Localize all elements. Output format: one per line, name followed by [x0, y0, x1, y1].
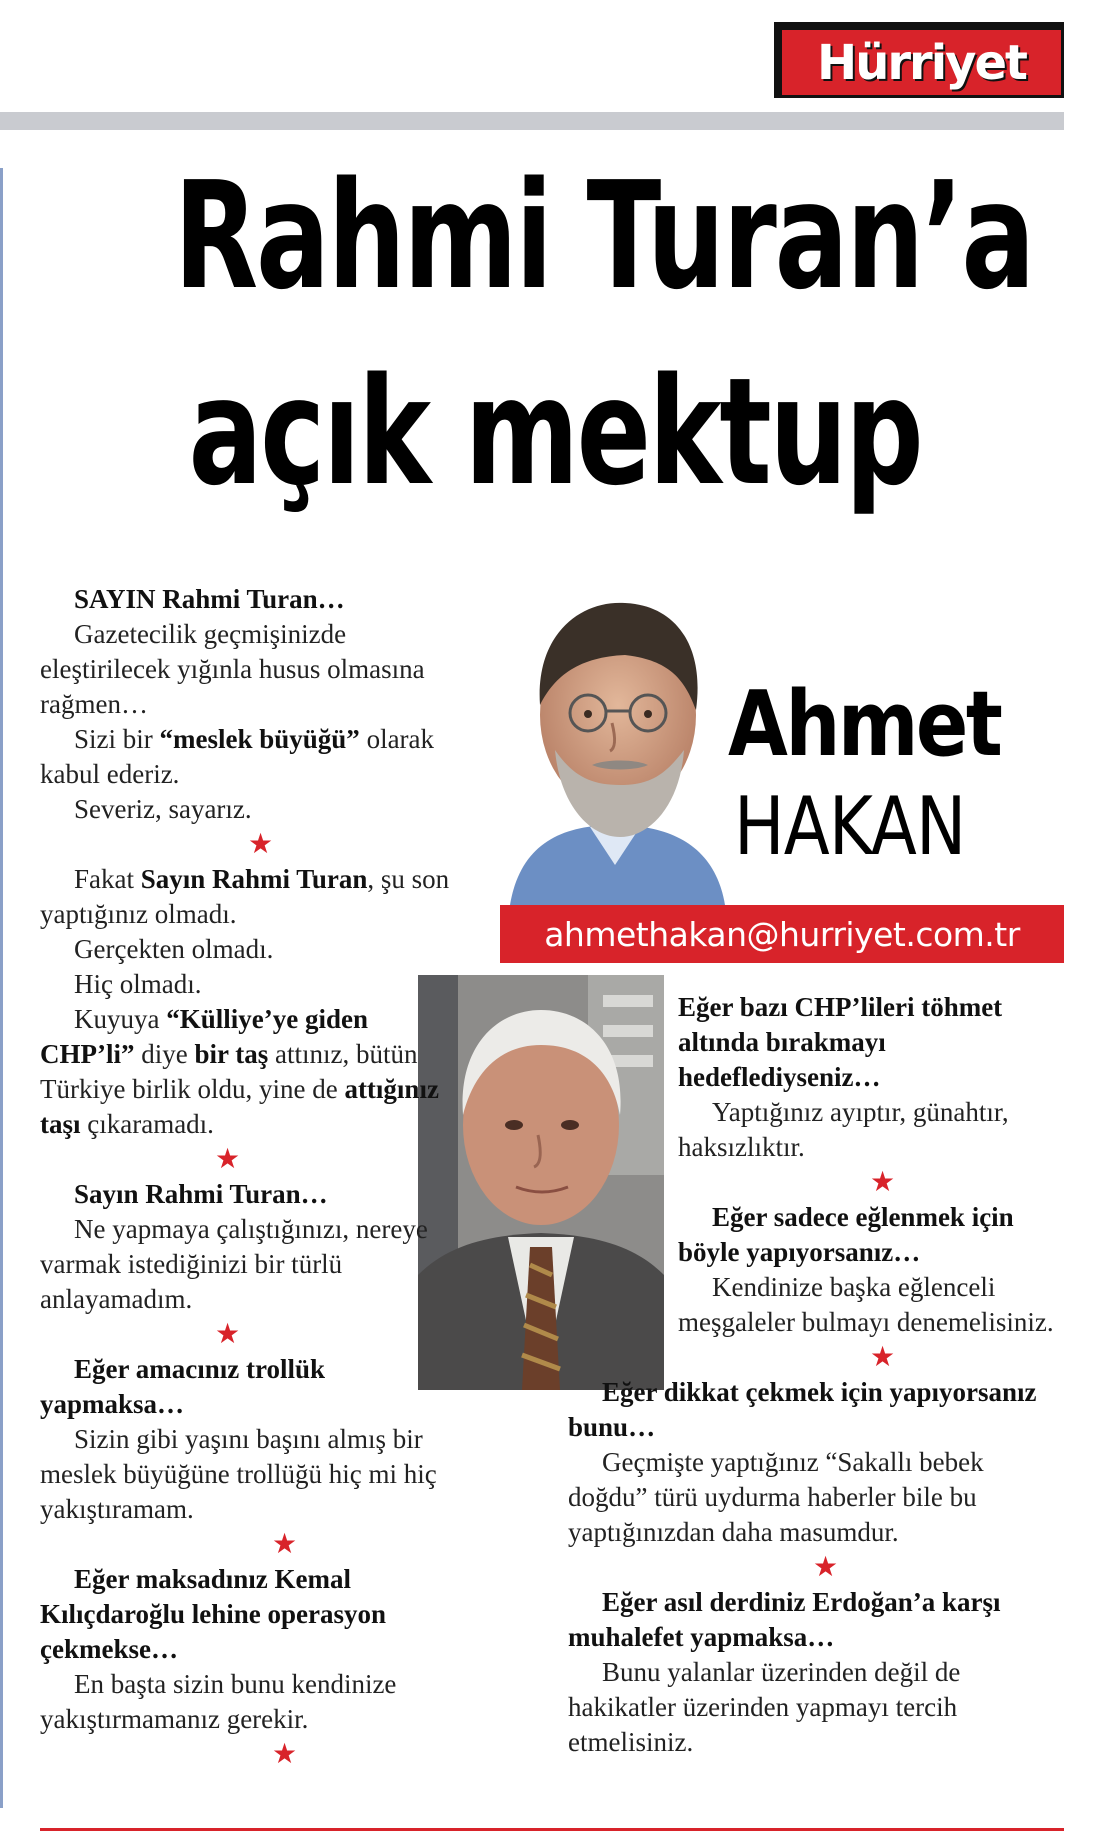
- star-separator: ★: [215, 1319, 241, 1350]
- right-column: [568, 990, 1068, 1760]
- author-portrait: [500, 575, 730, 905]
- paragraph: Yaptığınız ayıptır, günahtır, haksızlıktır.: [678, 1097, 1009, 1162]
- paragraph-lead: Eğer amacınız trollük yapmaksa…: [40, 1354, 325, 1419]
- paragraph: Fakat Sayın Rahmi Turan, şu son yaptığınız olmadı.: [40, 864, 450, 929]
- star-separator: ★: [248, 829, 274, 860]
- paragraph: Bunu yalanlar üzerinden değil de hakikatler üzerinden yapmayı tercih etmelisiniz.: [568, 1657, 961, 1757]
- paragraph: En başta sizin bunu kendinize yakıştırmamanız gerekir.: [40, 1669, 397, 1734]
- hurriyet-logo: [774, 22, 1064, 98]
- paragraph: Ne yapmaya çalıştığınızı, nereye varmak istediğinizi bir türlü anlayamadım.: [40, 1214, 428, 1314]
- headline-line-1: Rahmi Turan’a: [173, 150, 1034, 322]
- paragraph: Kuyuya “Külliye’ye giden CHP’li” diye bir taş attınız, bütün Türkiye birlik oldu, yine de attığınız taşı çıkaramadı.: [40, 1004, 439, 1139]
- bottom-divider: [40, 1828, 1064, 1831]
- paragraph-lead: Eğer bazı CHP’lileri töhmet altında bırakmayı hedeflediyseniz…: [678, 992, 1003, 1092]
- logo-text: Hürriyet: [817, 34, 1026, 91]
- top-divider-bar: [0, 112, 1064, 130]
- author-email[interactable]: ahmethakan@hurriyet.com.tr: [544, 914, 1020, 954]
- author-last-name: HAKAN: [734, 780, 966, 873]
- paragraph: Hiç olmadı.: [74, 969, 202, 999]
- left-margin-rule: [0, 168, 3, 1808]
- author-first-name: Ahmet: [728, 672, 1001, 777]
- star-separator: ★: [215, 1144, 241, 1175]
- paragraph-lead: Eğer asıl derdiniz Erdoğan’a karşı muhalefet yapmaksa…: [568, 1587, 1001, 1652]
- paragraph-lead: SAYIN Rahmi Turan…: [74, 584, 345, 614]
- paragraph-lead: Sayın Rahmi Turan…: [74, 1179, 328, 1209]
- left-column: [40, 582, 460, 1772]
- headline-line-2: açık mektup: [188, 346, 922, 518]
- star-separator: ★: [272, 1739, 298, 1770]
- author-email-bar: [500, 905, 1064, 963]
- star-separator: ★: [870, 1167, 896, 1198]
- paragraph: Geçmişte yaptığınız “Sakallı bebek doğdu” türü uydurma haberler bile bu yaptığınızdan daha masumdur.: [568, 1447, 984, 1547]
- star-separator: ★: [272, 1529, 298, 1560]
- paragraph: Gazetecilik geçmişinizde eleştirilecek yığınla husus olmasına rağmen…: [40, 619, 425, 719]
- paragraph-lead: Eğer maksadınız Kemal Kılıçdaroğlu lehine operasyon çekmekse…: [40, 1564, 387, 1664]
- paragraph-lead: Eğer sadece eğlenmek için böyle yapıyorsanız…: [678, 1202, 1014, 1267]
- paragraph: Sizi bir “meslek büyüğü” olarak kabul ederiz.: [40, 724, 435, 789]
- paragraph: Kendinize başka eğlenceli meşgaleler bulmayı denemelisiniz.: [678, 1272, 1054, 1337]
- star-separator: ★: [870, 1342, 896, 1373]
- star-separator: ★: [813, 1552, 839, 1583]
- paragraph: Gerçekten olmadı.: [74, 934, 274, 964]
- paragraph: Severiz, sayarız.: [74, 794, 252, 824]
- paragraph: Sizin gibi yaşını başını almış bir meslek büyüğüne trollüğü hiç mi hiç yakıştıramam.: [40, 1424, 437, 1524]
- paragraph-lead: Eğer dikkat çekmek için yapıyorsanız bunu…: [568, 1377, 1037, 1442]
